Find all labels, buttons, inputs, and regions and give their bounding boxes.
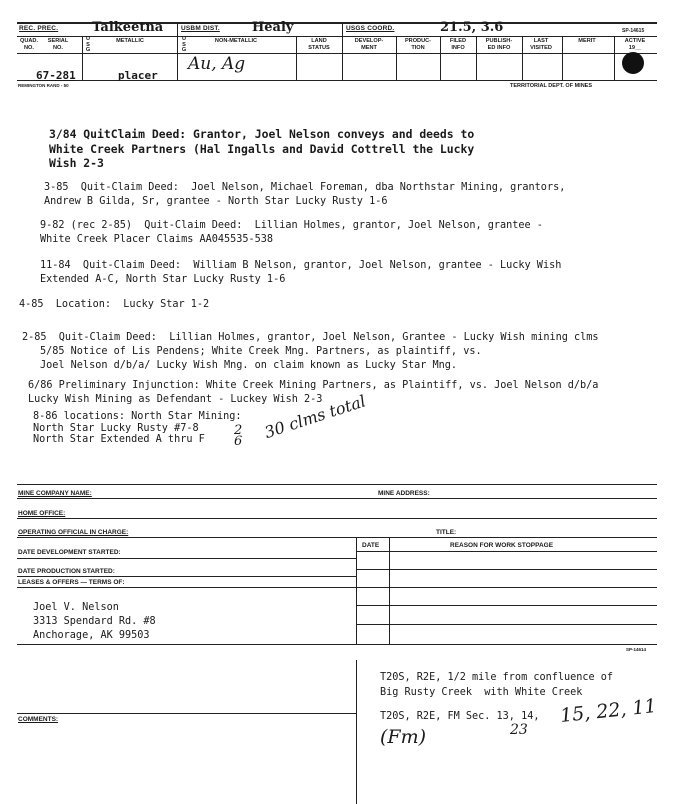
form-rule xyxy=(17,558,356,559)
form-rule xyxy=(17,576,356,577)
col-divider xyxy=(296,36,297,80)
handwritten-total-claims: 30 clms total xyxy=(262,391,368,442)
stoppage-rule xyxy=(356,587,657,588)
stoppage-bottom-rule xyxy=(17,644,657,645)
col-land-status: LAND STATUS xyxy=(308,38,330,51)
record-code: 67-281 xyxy=(36,69,76,82)
handwritten-fm: (Fm) xyxy=(380,726,427,748)
entry-quitclaim-3-84: 3/84 QuitClaim Deed: Grantor, Joel Nelson conveys and deeds to White Creek Partners (Hal Ingalls and David Cottrell the Lucky Wish 2-3 xyxy=(49,127,475,170)
col-filed-info: FILED INFO xyxy=(449,38,467,51)
col-development: DEVELOP- MENT xyxy=(354,38,384,51)
owner-street: 3313 Spendard Rd. #8 xyxy=(33,616,156,627)
form-rule xyxy=(17,498,657,499)
owner-name: Joel V. Nelson xyxy=(33,602,119,613)
footer-left-printer: REMINGTON RAND - 50 xyxy=(18,83,69,88)
location-note-1 xyxy=(380,671,613,700)
entry-quitclaim-9-82: 9-82 (rec 2-85) Quit-Claim Deed: Lillian Holmes, grantor, Joel Nelson, grantee - White Creek Placer Claims AA045535-538 xyxy=(40,220,543,245)
operating-official-label: OPERATING OFFICIAL IN CHARGE: xyxy=(18,529,129,536)
entry-location-4-85: 4-85 Location: Lucky Star 1-2 xyxy=(19,299,210,310)
leases-offers-label: LEASES & OFFERS — TERMS OF: xyxy=(18,579,125,586)
stoppage-rule xyxy=(356,605,657,606)
entry-quitclaim-3-85: 3-85 Quit-Claim Deed: Joel Nelson, Michael Foreman, dba Northstar Mining, grantors, Andrew B Gilda, Sr, grantee - North Star Lucky Rusty 1-6 xyxy=(44,182,566,207)
col-divider xyxy=(396,36,397,80)
stoppage-reason-header: REASON FOR WORK STOPPAGE xyxy=(450,542,554,549)
location-line-3: T20S, R2E, FM Sec. 13, 14, xyxy=(380,711,540,722)
stoppage-rule xyxy=(356,569,657,570)
comments-label: COMMENTS: xyxy=(18,716,59,723)
entry-locations-8-86: 8-86 locations: North Star Mining: North Star Lucky Rusty #7-8 North Star Extended A thru F xyxy=(33,411,242,445)
form-rule xyxy=(17,537,657,538)
usg-letters: U S G xyxy=(85,36,91,53)
col-divider xyxy=(342,22,343,80)
usbm-dist-value: Healy xyxy=(252,20,294,35)
form-number: SP-14615 xyxy=(622,28,645,34)
stoppage-date-divider xyxy=(389,537,390,645)
handwritten-metals: Au, Ag xyxy=(188,54,246,74)
col-non-metallic: NON-METALLIC xyxy=(214,38,258,44)
usbm-dist-label: USBM DIST. xyxy=(181,25,220,32)
comments-rule xyxy=(17,713,356,714)
owner-address-block xyxy=(33,601,156,643)
owner-city: Anchorage, AK 99503 xyxy=(33,630,150,641)
footer-right-dept: TERRITORIAL DEPT. OF MINES xyxy=(510,83,592,89)
form-number-2: SP-14614 xyxy=(626,647,647,652)
handwritten-sections: 15, 22, 11 xyxy=(559,695,658,727)
col-divider xyxy=(82,36,83,80)
mine-address-label: MINE ADDRESS: xyxy=(378,490,430,497)
rec-prec-label: REC. PREC. xyxy=(19,25,59,32)
home-office-label: HOME OFFICE: xyxy=(18,510,66,517)
col-active: ACTIVE 19__ xyxy=(624,38,646,51)
title-label: TITLE: xyxy=(436,529,457,536)
comments-right-border xyxy=(356,660,357,804)
col-published-info: PUBLISH- ED INFO xyxy=(485,38,513,51)
date-development-started-label: DATE DEVELOPMENT STARTED: xyxy=(18,549,121,556)
handwritten-section-23: 23 xyxy=(510,722,528,738)
stoppage-rule xyxy=(356,551,657,552)
col-merit: MERIT xyxy=(578,38,596,44)
entry-quitclaim-11-84: 11-84 Quit-Claim Deed: William B Nelson, grantor, Joel Nelson, grantee - Lucky Wish Extended A-C, North Star Lucky Rusty 1-6 xyxy=(40,260,562,285)
header-rule-3 xyxy=(17,53,657,54)
mine-company-name-label: MINE COMPANY NAME: xyxy=(18,490,92,497)
location-line-1: T20S, R2E, 1/2 mile from confluence of xyxy=(380,672,614,683)
col-last-visited: LAST VISITED xyxy=(530,38,552,51)
form-rule xyxy=(17,518,657,519)
col-quad-no: QUAD. NO. xyxy=(19,38,39,51)
usgs-coord-value: 21.5, 3.6 xyxy=(440,20,504,35)
stoppage-date-header: DATE xyxy=(362,542,380,549)
usgs-coord-label: USGS COORD. xyxy=(346,25,395,32)
active-punch-hole xyxy=(622,52,644,74)
entry-quitclaim-2-85: 2-85 Quit-Claim Deed: Lillian Holmes, grantor, Joel Nelson, Grantee - Lucky Wish mining clms xyxy=(22,332,599,343)
form-top-rule xyxy=(17,484,657,485)
handwritten-count-7-8: 2 xyxy=(234,423,243,438)
header-rule-2 xyxy=(17,36,657,37)
stoppage-rule xyxy=(356,624,657,625)
col-production: PRODUC- TION xyxy=(404,38,432,51)
form-rule xyxy=(17,587,356,588)
header-bottom-rule xyxy=(17,80,657,81)
date-production-started-label: DATE PRODUCTION STARTED: xyxy=(18,568,115,575)
usg-letters-2: U S G xyxy=(181,36,187,53)
stoppage-left-border xyxy=(356,537,357,645)
col-serial-no: SERIAL NO. xyxy=(47,38,69,51)
col-metallic: METALLIC xyxy=(116,38,144,44)
location-line-2: Big Rusty Creek with White Creek xyxy=(380,686,583,698)
col-divider xyxy=(177,22,178,80)
rec-prec-value: Talkeetna xyxy=(92,20,164,35)
handwritten-count-a-f: 6 xyxy=(234,434,243,449)
record-type: placer xyxy=(118,69,158,82)
entry-injunction-6-86: 6/86 Preliminary Injunction: White Creek Mining Partners, as Plaintiff, vs. Joel Nelson d/b/a Lucky Wish Mining as Defendant - Luckey Wish 2-3 xyxy=(28,380,599,405)
entry-lis-pendens-5-85: 5/85 Notice of Lis Pendens; White Creek Mng. Partners, as plaintiff, vs. Joel Nelson d/b/a/ Lucky Wish Mng. on claim known as Lucky Star Mng. xyxy=(40,346,482,371)
